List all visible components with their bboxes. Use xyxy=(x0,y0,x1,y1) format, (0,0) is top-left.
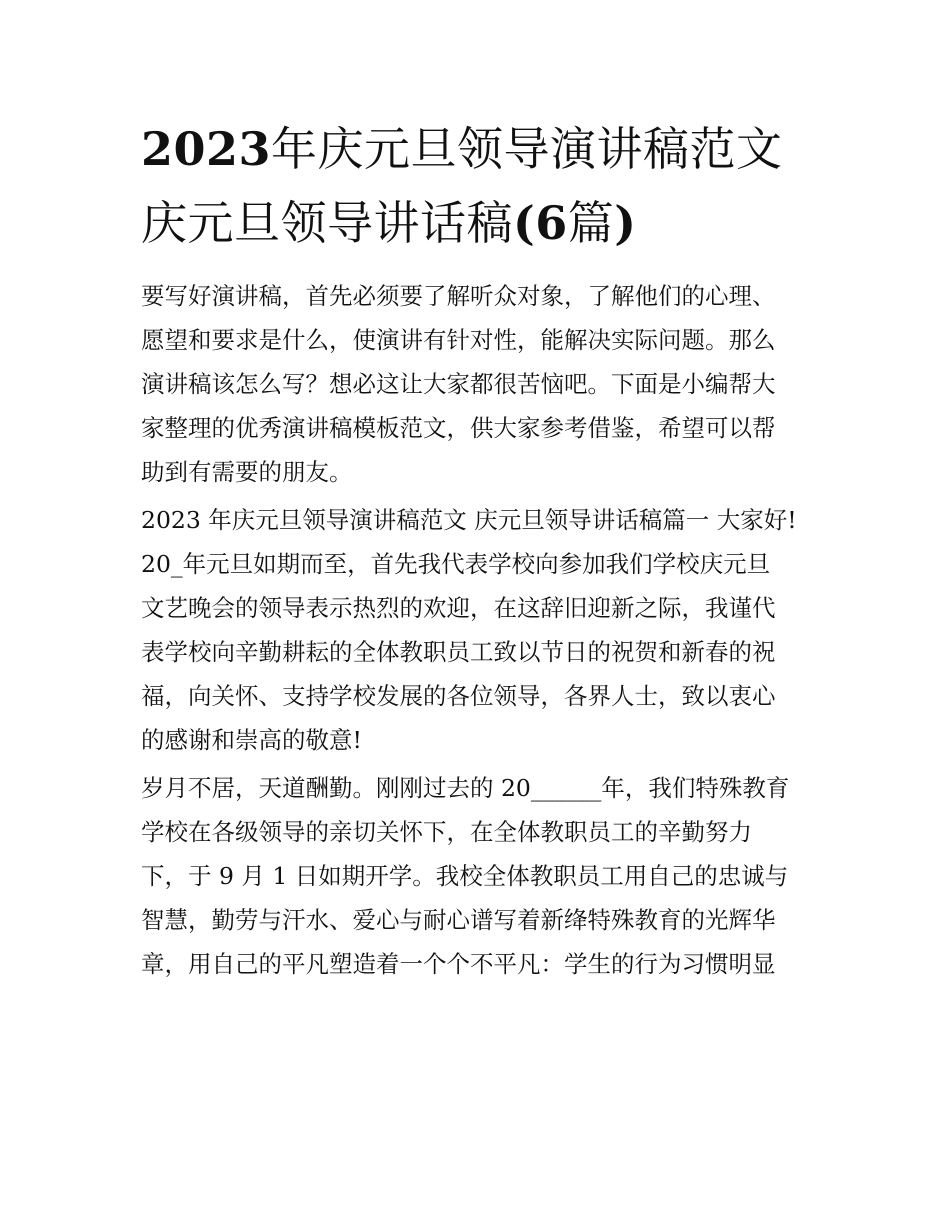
title-count: (6 xyxy=(513,196,568,250)
title-line-2 xyxy=(141,186,817,260)
text-line: 2023 年庆元旦领导演讲稿范文 庆元旦领导讲话稿篇一 大家好! xyxy=(141,506,797,534)
document-title xyxy=(141,112,817,260)
title-line-2-text: 庆元旦领导讲话稿 xyxy=(141,196,513,250)
title-year: 2023 xyxy=(141,122,272,176)
title-line-1-text: 年庆元旦领导演讲稿范文 xyxy=(271,122,783,176)
text-line: 要写好演讲稿，首先必须要了解听众对象，了解他们的心理、 xyxy=(141,282,776,310)
text-line: 愿望和要求是什么，使演讲有针对性，能解决实际问题。那么 xyxy=(141,326,776,354)
text-line: 智慧，勤劳与汗水、爱心与耐心谱写着新绛特殊教育的光辉华 xyxy=(141,906,776,934)
text-line: 的感谢和崇高的敬意! xyxy=(141,726,362,754)
text-line: 助到有需要的朋友。 xyxy=(141,458,353,486)
title-close-paren: ) xyxy=(614,196,637,250)
document-body xyxy=(141,112,817,990)
text-line: 文艺晚会的领导表示热烈的欢迎，在这辞旧迎新之际，我谨代 xyxy=(141,594,776,622)
text-line: 演讲稿该怎么写？想必这让大家都很苦恼吧。下面是小编帮大 xyxy=(141,370,776,398)
text-line: 福，向关怀、支持学校发展的各位领导，各界人士，致以衷心 xyxy=(141,682,776,710)
paragraph-year-review xyxy=(141,766,817,986)
title-count-unit: 篇 xyxy=(567,196,615,250)
title-line-1 xyxy=(141,112,817,186)
paragraph-speech-opening xyxy=(141,498,817,762)
text-line: 家整理的优秀演讲稿模板范文，供大家参考借鉴，希望可以帮 xyxy=(141,414,776,442)
text-line: 学校在各级领导的亲切关怀下，在全体教职员工的辛勤努力 xyxy=(141,818,752,846)
text-line: 章，用自己的平凡塑造着一个个不平凡：学生的行为习惯明显 xyxy=(141,950,776,978)
paragraph-intro xyxy=(141,274,817,494)
text-line: 下，于 9 月 1 日如期开学。我校全体教职员工用自己的忠诚与 xyxy=(141,862,789,890)
text-line: 表学校向辛勤耕耘的全体教职员工致以节日的祝贺和新春的祝 xyxy=(141,638,776,666)
text-line: 岁月不居，天道酬勤。刚刚过去的 20______年，我们特殊教育 xyxy=(141,774,790,802)
text-line: 20_年元旦如期而至，首先我代表学校向参加我们学校庆元旦 xyxy=(141,550,771,578)
